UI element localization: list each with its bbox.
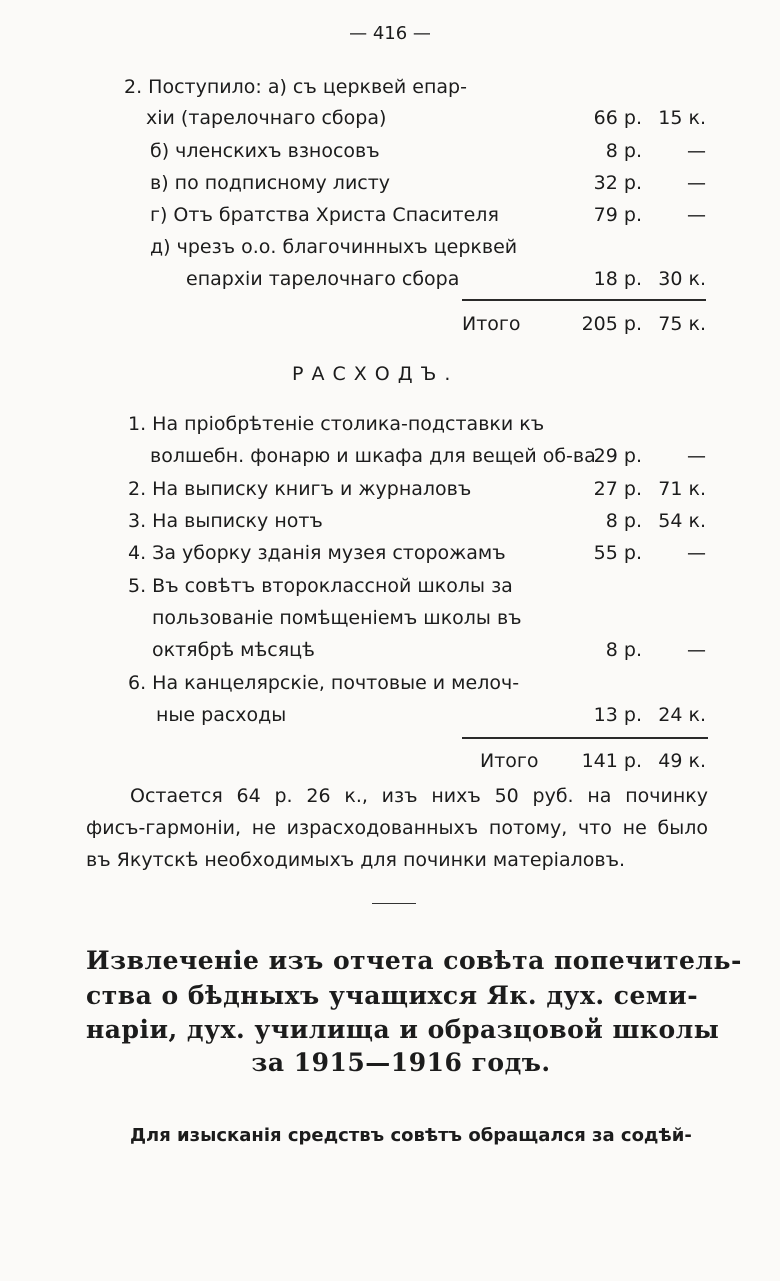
expenses-total-rule — [462, 737, 708, 739]
income-item-c-label: в) по подписному листу — [150, 172, 391, 194]
expense-6-line-1: 6. На канцелярскіе, почтовые и мелоч- — [128, 672, 520, 694]
expense-5-line-2: пользованіе помѣщеніемъ школы въ — [152, 607, 522, 629]
expenses-heading: РАСХОДЪ. — [292, 363, 459, 385]
income-item-d-kop: 30 к. — [658, 268, 706, 290]
expenses-total-label: Итого — [480, 750, 539, 772]
expense-5-line-3: октябрѣ мѣсяцѣ — [152, 639, 315, 661]
income-item-c-kop: — — [687, 172, 706, 194]
income-line-1: 2. Поступило: а) съ церквей епар- — [124, 76, 467, 98]
income-item-g-label: г) Отъ братства Христа Спасителя — [150, 204, 499, 226]
expense-2-rub: 27 р. — [593, 478, 642, 500]
expense-3-rub: 8 р. — [605, 510, 642, 532]
income-item-b-label: б) членскихъ взносовъ — [150, 140, 380, 162]
expense-5-rub: 8 р. — [605, 639, 642, 661]
income-total-label: Итого — [462, 313, 521, 335]
remainder-line-1: Остается 64 р. 26 к., изъ нихъ 50 руб. на починку — [130, 785, 708, 807]
remainder-line-3: въ Якутскѣ необходимыхъ для починки матеріаловъ. — [86, 849, 626, 871]
expense-2-kop: 71 к. — [658, 478, 706, 500]
expense-1-kop: — — [687, 445, 706, 467]
closing-line: Для изысканія средствъ совѣтъ обращался за содѣй- — [130, 1125, 692, 1146]
income-item-a-kop: 15 к. — [658, 107, 706, 129]
expense-6-line-2: ные расходы — [156, 704, 287, 726]
report-title-line-1: Извлеченіе изъ отчета совѣта попечитель- — [86, 946, 742, 975]
income-item-d-line-2: епархіи тарелочнаго сбора — [186, 268, 460, 290]
report-title-line-2: ства о бѣдныхъ учащихся Як. дух. семи- — [86, 981, 699, 1010]
income-item-d-line-1: д) чрезъ о.о. благочинныхъ церквей — [150, 236, 518, 258]
expenses-total-kop: 49 к. — [658, 750, 706, 772]
income-item-g-kop: — — [687, 204, 706, 226]
income-item-c-rub: 32 р. — [593, 172, 642, 194]
expense-4-label: 4. За уборку зданія музея сторожамъ — [128, 542, 506, 564]
expense-1-rub: 29 р. — [593, 445, 642, 467]
page-number: — 416 — — [349, 23, 431, 44]
expenses-total-rub: 141 р. — [581, 750, 642, 772]
income-item-d-rub: 18 р. — [593, 268, 642, 290]
income-item-b-kop: — — [687, 140, 706, 162]
income-item-a-label: хіи (тарелочнаго сбора) — [146, 107, 387, 129]
expense-3-label: 3. На выписку нотъ — [128, 510, 323, 532]
expense-4-rub: 55 р. — [593, 542, 642, 564]
income-total-rule — [462, 299, 706, 301]
expense-2-label: 2. На выписку книгъ и журналовъ — [128, 478, 472, 500]
expense-4-kop: — — [687, 542, 706, 564]
income-total-rub: 205 р. — [581, 313, 642, 335]
income-item-a-rub: 66 р. — [593, 107, 642, 129]
section-divider — [372, 903, 416, 904]
income-total-kop: 75 к. — [658, 313, 706, 335]
income-item-b-rub: 8 р. — [605, 140, 642, 162]
expense-1-line-2: волшебн. фонарю и шкафа для вещей об-ва — [150, 445, 596, 467]
remainder-line-2: фисъ-гармоніи, не израсходованныхъ потому, что не было — [86, 817, 708, 839]
expense-3-kop: 54 к. — [658, 510, 706, 532]
report-title-line-4: за 1915—1916 годъ. — [251, 1048, 551, 1077]
expense-5-line-1: 5. Въ совѣтъ второклассной школы за — [128, 575, 513, 597]
expense-6-kop: 24 к. — [658, 704, 706, 726]
expense-1-line-1: 1. На пріобрѣтеніе столика-подставки къ — [128, 413, 545, 435]
income-item-g-rub: 79 р. — [593, 204, 642, 226]
expense-5-kop: — — [687, 639, 706, 661]
report-title-line-3: наріи, дух. училища и образцовой школы — [86, 1015, 720, 1044]
expense-6-rub: 13 р. — [593, 704, 642, 726]
